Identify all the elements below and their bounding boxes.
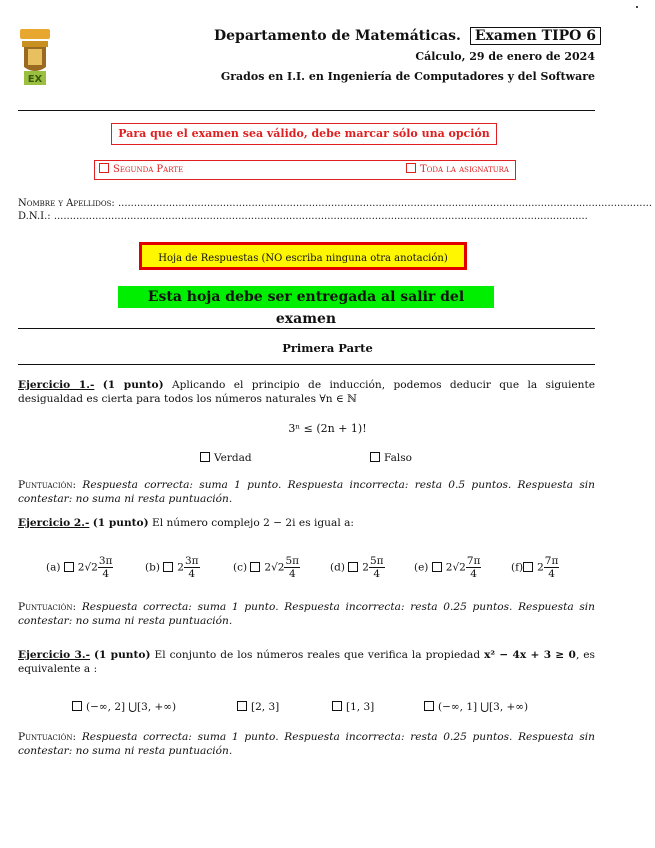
checkbox-icon <box>424 701 434 711</box>
ex3-option-1[interactable]: (−∞, 2] ⋃[3, +∞) <box>72 701 176 713</box>
ex2-option-d[interactable]: (d) 2 $\frac{5\pi}{4}$ <box>330 555 384 580</box>
ex2-option-b[interactable]: (b) 2 $\frac{3\pi}{4}$ <box>145 555 199 580</box>
header-title <box>214 28 601 44</box>
checkbox-icon <box>432 562 442 572</box>
checkbox-icon <box>99 163 109 173</box>
checkbox-icon <box>332 701 342 711</box>
deliver-banner: Esta hoja debe ser entregada al salir del examen <box>118 286 494 308</box>
ex1-option-true[interactable]: Verdad <box>200 452 252 464</box>
exercise-1-statement: Ejercicio 1.- (1 punto) Aplicando el principio de inducción, podemos deducir que la siguiente desigualdad es cierta para todos los números naturales ∀n ∈ ℕ <box>18 379 595 405</box>
part-title: Primera Parte <box>282 341 373 355</box>
name-field[interactable]: Nombre y Apellidos: ........................................................................................................................................................................ <box>18 198 652 209</box>
ex2-option-e[interactable]: (e) 2√2 $\frac{7\pi}{4}$ <box>414 555 481 580</box>
university-logo <box>18 27 52 87</box>
checkbox-icon <box>348 562 358 572</box>
logo-text: EX <box>27 74 43 85</box>
ex2-option-a[interactable]: (a) 2√2 $\frac{3\pi}{4}$ <box>46 555 113 580</box>
ex2-option-f[interactable]: (f) 2 $\frac{7\pi}{4}$ <box>511 555 559 580</box>
option-whole-subject[interactable]: Toda la asignatura <box>406 161 509 179</box>
divider <box>18 110 595 111</box>
exercise-2-scoring: Puntuación: Respuesta correcta: suma 1 punto. Respuesta incorrecta: resta 0.25 puntos. Respuesta sin contestar: no suma ni resta puntuación. <box>18 601 595 627</box>
validity-notice: Para que el examen sea válido, debe marcar sólo una opción <box>111 123 497 145</box>
degrees: Grados en I.I. en Ingeniería de Computadores y del Software <box>220 70 595 83</box>
ex3-option-4[interactable]: (−∞, 1] ⋃[3, +∞) <box>424 701 528 713</box>
checkbox-icon <box>163 562 173 572</box>
option-second-part[interactable]: Segunda Parte <box>99 161 183 179</box>
divider <box>18 328 595 329</box>
exercise-1-formula: 3ⁿ ≤ (2n + 1)! <box>288 422 367 435</box>
checkbox-icon <box>72 701 82 711</box>
exercise-1-scoring: Puntuación: Respuesta correcta: suma 1 punto. Respuesta incorrecta: resta 0.5 puntos. Respuesta sin contestar: no suma ni resta puntuación. <box>18 479 595 505</box>
checkbox-icon <box>64 562 74 572</box>
course-date: Cálculo, 29 de enero de 2024 <box>415 50 595 63</box>
checkbox-icon <box>237 701 247 711</box>
exercise-3-statement: Ejercicio 3.- (1 punto) El conjunto de los números reales que verifica la propiedad x² − 4x + 3 ≥ 0, es equivalente a : <box>18 649 595 675</box>
exercise-3-scoring: Puntuación: Respuesta correcta: suma 1 punto. Respuesta incorrecta: resta 0.25 puntos. Respuesta sin contestar: no suma ni resta puntuación. <box>18 731 595 757</box>
checkbox-icon <box>370 452 380 462</box>
checkbox-icon <box>200 452 210 462</box>
answer-sheet-banner: Hoja de Respuestas (NO escriba ninguna otra anotación) <box>139 242 467 270</box>
dni-field[interactable]: D.N.I.: ........................................................................................................................................................................ <box>18 211 588 222</box>
checkbox-icon <box>250 562 260 572</box>
ex3-option-3[interactable]: [1, 3] <box>332 701 374 713</box>
department-name: Departamento de Matemáticas. <box>214 28 461 44</box>
checkbox-icon <box>406 163 416 173</box>
exercise-2-statement: Ejercicio 2.- (1 punto) El número complejo 2 − 2i es igual a: <box>18 517 354 529</box>
page-mark <box>636 6 638 8</box>
divider <box>18 364 595 365</box>
ex2-option-c[interactable]: (c) 2√2 $\frac{5\pi}{4}$ <box>233 555 300 580</box>
ex3-option-2[interactable]: [2, 3] <box>237 701 279 713</box>
part-selection <box>94 160 516 180</box>
checkbox-icon <box>523 562 533 572</box>
exam-type: Examen TIPO 6 <box>470 27 601 45</box>
ex1-option-false[interactable]: Falso <box>370 452 412 464</box>
